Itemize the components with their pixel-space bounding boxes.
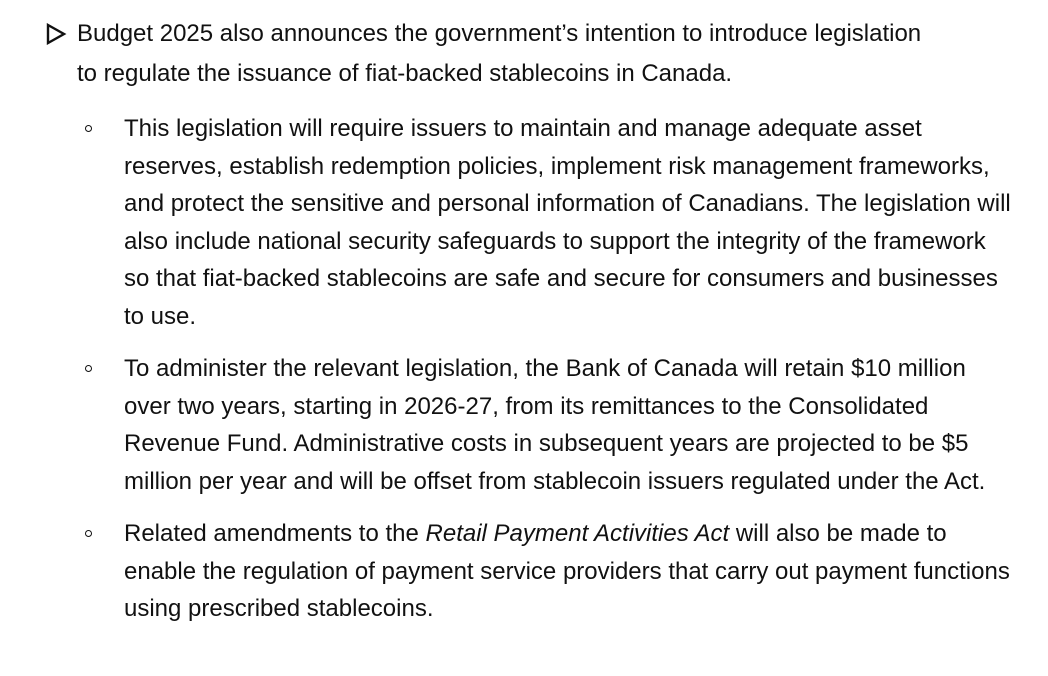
triangle-bullet-icon xyxy=(45,23,67,45)
sub-bullet-text-start: Related amendments to the xyxy=(124,520,426,547)
sub-bullet-text xyxy=(124,515,1014,628)
main-bullet-item xyxy=(45,14,1025,94)
sub-bullet-item xyxy=(85,515,1025,628)
sub-bullet-text: To administer the relevant legislation, the Bank of Canada will retain $10 million over two years, starting in 2026-27, from its remittances to the Consolidated Revenue Fund. Administrative costs in subsequent years are projected to be $5 million per year and will be offset from stablecoin issuers regulated under the Act. xyxy=(124,355,986,495)
sub-bullet-text: This legislation will require issuers to maintain and manage adequate asset reserves, establish redemption policies, implement risk management frameworks, and protect the sensitive and personal information of Canadians. The legislation will also include national security safeguards to support the integrity of the framework so that fiat-backed stablecoins are safe and secure for consumers and businesses to use. xyxy=(124,115,1011,330)
act-title: Retail Payment Activities Act xyxy=(425,520,730,547)
circle-bullet-icon xyxy=(85,530,92,537)
circle-bullet-icon xyxy=(85,125,92,132)
sub-bullet-text-end: will also be made to enable the regulation of payment service providers that carry out payment functions using prescribed stablecoins. xyxy=(124,520,1010,622)
circle-bullet-icon xyxy=(85,365,92,372)
sub-bullet-item xyxy=(85,350,1025,500)
main-bullet-text: Budget 2025 also announces the government’s intention to introduce legislation to regulate the issuance of fiat-backed stablecoins in Canada. xyxy=(77,20,922,87)
sub-bullet-list xyxy=(85,110,1025,643)
sub-bullet-item xyxy=(85,110,1025,335)
